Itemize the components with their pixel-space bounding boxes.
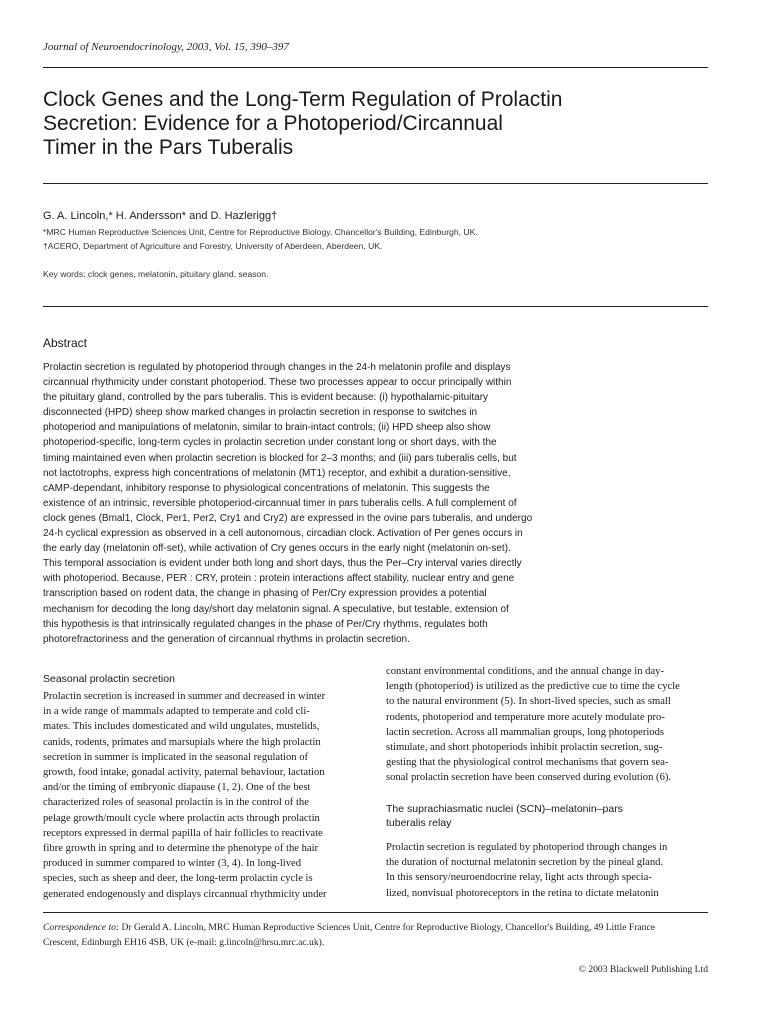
text-line: clock genes (Bmal1, Clock, Per1, Per2, Cry1 and Cry2) are expressed in the ovine pars tuberalis, and undergo xyxy=(43,512,533,524)
text-line: the pituitary gland, controlled by the pars tuberalis. This is evident because: (i) hypothalamic-pituitary xyxy=(43,392,489,404)
text-line: produced in summer compared to winter (3, 4). In long-lived xyxy=(43,858,302,870)
text-line: lized, nonvisual photoreceptors in the retina to dictate melatonin xyxy=(386,887,659,899)
footer-rule xyxy=(43,912,708,913)
right-column-text xyxy=(386,664,708,786)
text-line: and/or the timing of embryonic diapause (1, 2). One of the best xyxy=(43,782,311,794)
text-line: secretion in summer is implicated in the seasonal regulation of xyxy=(43,751,309,763)
text-line: timing maintained even when prolactin secretion is blocked for 2–3 months; and (iii) pars tuberalis cells, but xyxy=(43,452,517,464)
author-list: G. A. Lincoln,* H. Andersson* and D. Hazlerigg† xyxy=(43,210,278,222)
article-title xyxy=(43,88,683,160)
top-rule xyxy=(43,67,708,68)
text-line: transcription based on rodent data, the change in phasing of Per/Cry expression provides a potential xyxy=(43,588,487,600)
text-line: disconnected (HPD) sheep show marked changes in prolactin secretion in response to switches in xyxy=(43,407,478,419)
text-line: Prolactin secretion is increased in summer and decreased in winter xyxy=(43,691,326,702)
text-line: species, such as sheep and deer, the long-term prolactin cycle is xyxy=(43,873,313,885)
correspondence-line: Crescent, Edinburgh EH16 4SB, UK (e-mail: g.lincoln@hrsu.mrc.ac.uk). xyxy=(43,937,325,948)
title-line: Secretion: Evidence for a Photoperiod/Circannual xyxy=(43,112,503,135)
journal-citation: Journal of Neuroendocrinology, 2003, Vol. 15, 390–397 xyxy=(43,41,289,53)
section-heading-scn-relay xyxy=(386,802,623,830)
text-line: photorefractoriness and the generation of circannual rhythms in prolactin secretion. xyxy=(43,633,410,645)
text-line: length (photoperiod) is utilized as the predictive cue to time the cycle xyxy=(386,681,680,693)
text-line: sonal prolactin secretion have been conserved during evolution (6). xyxy=(386,772,672,784)
correspondence-note xyxy=(43,920,708,950)
text-line: cAMP-dependant, inhibitory response to physiological concentrations of melatonin. This suggests the xyxy=(43,482,490,494)
copyright: © 2003 Blackwell Publishing Ltd xyxy=(578,964,708,975)
keywords: Key words: clock genes, melatonin, pituitary gland, season. xyxy=(43,269,269,279)
section-heading-line: tuberalis relay xyxy=(386,817,452,829)
text-line: lactin secretion. Across all mammalian groups, long photoperiods xyxy=(386,726,665,738)
section-heading-line: The suprachiasmatic nuclei (SCN)–melatonin–pars xyxy=(386,803,623,815)
text-line: photoperiod-specific, long-term cycles in prolactin secretion under constant long or short days, with the xyxy=(43,437,497,449)
text-line: generated endogenously and displays circannual rhythmicity under xyxy=(43,888,327,900)
section-heading-seasonal-prolactin: Seasonal prolactin secretion xyxy=(43,673,175,685)
right-column-section-text xyxy=(386,840,708,901)
left-column-text xyxy=(43,689,365,902)
title-line: Clock Genes and the Long-Term Regulation of Prolactin xyxy=(43,88,563,111)
text-line: In this sensory/neuroendocrine relay, light acts through specia- xyxy=(386,872,652,884)
correspondence-line xyxy=(43,920,708,935)
text-line: this hypothesis is that intrinsically regulated changes in the phase of Per/Cry rhythms, regulates both xyxy=(43,618,488,630)
text-line: 24-h cyclical expression as observed in a cell autonomous, circadian clock. Activation of Per genes occurs in xyxy=(43,528,523,540)
header-rule xyxy=(43,306,708,307)
correspondence-text: Dr Gerald A. Lincoln, MRC Human Reproductive Sciences Unit, Centre for Reproductive Biology, Chancellor's Building, 49 Little France xyxy=(119,922,655,933)
title-line: Timer in the Pars Tuberalis xyxy=(43,136,294,159)
title-rule xyxy=(43,183,708,184)
affiliation-1: *MRC Human Reproductive Sciences Unit, Centre for Reproductive Biology, Chancellor's Building, Edinburgh, UK. xyxy=(43,227,478,237)
text-line: mates. This includes domesticated and wild ungulates, mustelids, xyxy=(43,721,320,733)
text-line: with photoperiod. Because, PER : CRY, protein : protein interactions affect stability, nuclear entry and gene xyxy=(43,573,515,585)
text-line: This temporal association is evident under both long and short days, thus the Per–Cry interval varies directly xyxy=(43,558,522,570)
text-line: not lactotrophs, express high concentrations of melatonin (MT1) receptor, and exhibit a duration-sensitive, xyxy=(43,467,511,479)
text-line: pelage growth/moult cycle where prolactin acts through prolactin xyxy=(43,812,320,824)
text-line: receptors expressed in dermal papilla of hair follicles to reactivate xyxy=(43,827,323,839)
abstract-body xyxy=(43,360,573,647)
text-line: characterized roles of seasonal prolactin is in the control of the xyxy=(43,797,309,809)
text-line: gesting that the physiological control mechanisms that govern sea- xyxy=(386,757,669,769)
text-line: photoperiod and manipulations of melatonin, similar to brain-intact controls; (ii) HPD sheep also show xyxy=(43,422,491,434)
text-line: rodents, photoperiod and temperature more acutely modulate pro- xyxy=(386,711,665,723)
text-line: constant environmental conditions, and the annual change in day- xyxy=(386,666,665,677)
text-line: growth, food intake, gonadal activity, paternal behaviour, lactation xyxy=(43,767,325,779)
affiliation-2: †ACERO, Department of Agriculture and Forestry, University of Aberdeen, Aberdeen, UK. xyxy=(43,241,383,251)
correspondence-label: Correspondence to: xyxy=(43,922,120,933)
abstract-heading: Abstract xyxy=(43,336,88,350)
text-line: the early day (melatonin off-set), while activation of Cry genes occurs in the early night (melatonin on-set). xyxy=(43,543,511,555)
text-line: mechanism for decoding the long day/short day melatonin signal. A speculative, but testable, extension of xyxy=(43,603,509,615)
text-line: Prolactin secretion is regulated by photoperiod through changes in the 24-h melatonin profile and displays xyxy=(43,362,511,373)
text-line: stimulate, and short photoperiods inhibit prolactin secretion, sug- xyxy=(386,742,663,754)
text-line: the duration of nocturnal melatonin secretion by the pineal gland. xyxy=(386,857,664,869)
text-line: existence of an intrinsic, reversible photoperiod-circannual timer in pars tuberalis cells. A full complement of xyxy=(43,497,517,509)
text-line: in a wide range of mammals adapted to temperate and cold cli- xyxy=(43,706,310,718)
text-line: circannual rhythmicity under constant photoperiod. These two processes appear to occur principally within xyxy=(43,377,512,389)
text-line: to the natural environment (5). In short-lived species, such as small xyxy=(386,696,671,708)
text-line: fibre growth in spring and to determine the phenotype of the hair xyxy=(43,843,319,855)
text-line: Prolactin secretion is regulated by photoperiod through changes in xyxy=(386,842,668,853)
text-line: canids, rodents, primates and marsupials where the high prolactin xyxy=(43,736,321,748)
